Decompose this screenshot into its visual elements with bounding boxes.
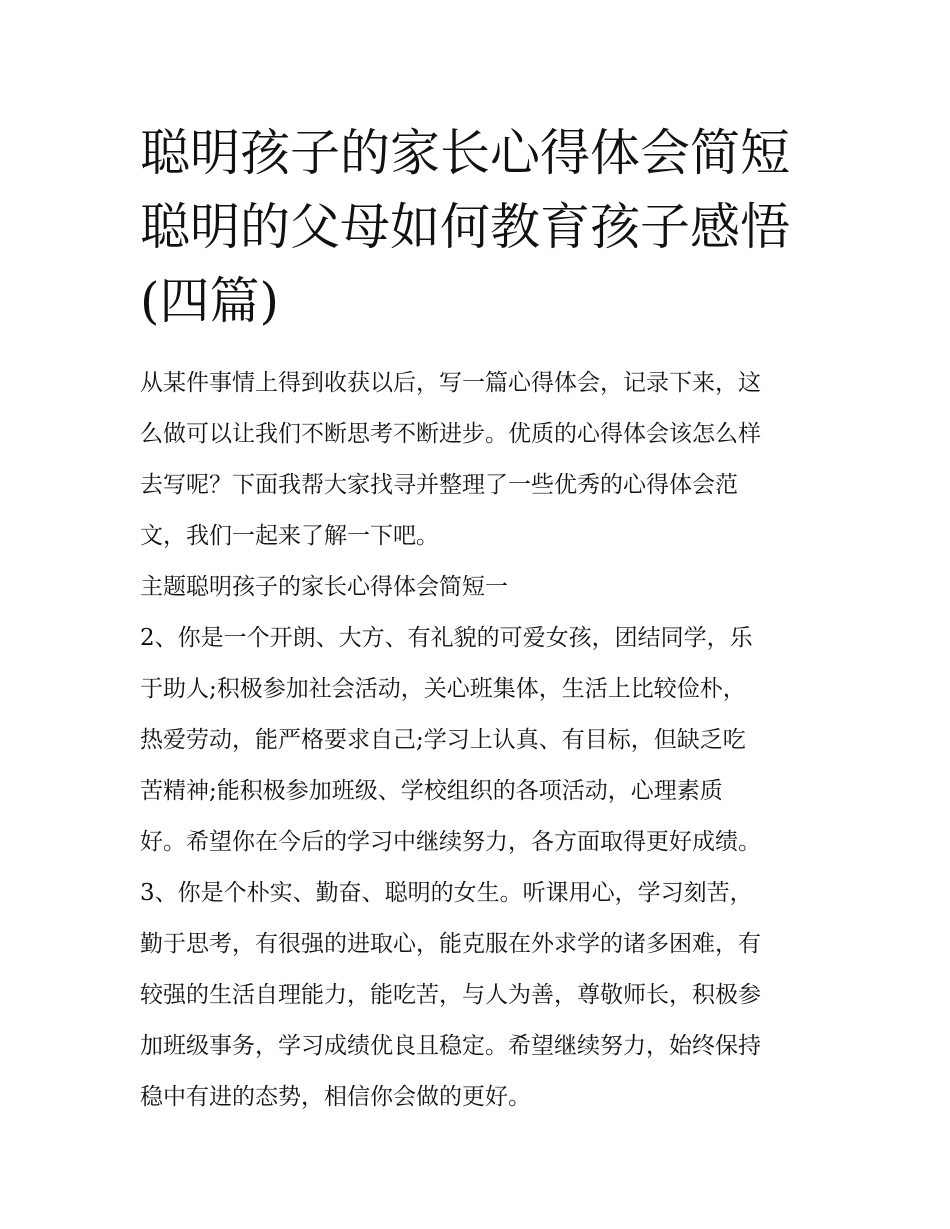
- body-line: 苦精神;能积极参加班级、学校组织的各项活动，心理素质: [140, 778, 723, 804]
- body-line: 稳中有进的态势，相信你会做的更好。: [140, 1084, 531, 1110]
- body-line: 从某件事情上得到收获以后，写一篇心得体会，记录下来，这: [140, 370, 761, 396]
- section-heading: 主题聪明孩子的家长心得体会简短一: [140, 574, 508, 600]
- title-line: 聪明孩子的家长心得体会简短: [140, 124, 790, 182]
- body-line: 于助人;积极参加社会活动，关心班集体，生活上比较俭朴，: [140, 676, 746, 702]
- body-line: 么做可以让我们不断思考不断进步。优质的心得体会该怎么样: [140, 421, 761, 447]
- body-line: 较强的生活自理能力，能吃苦，与人为善，尊敬师长，积极参: [140, 982, 761, 1008]
- document-body: [140, 358, 830, 1123]
- title-line: 聪明的父母如何教育孩子感悟: [140, 198, 790, 256]
- body-line: 勤于思考，有很强的进取心，能克服在外求学的诸多困难，有: [140, 931, 761, 957]
- body-line: 文，我们一起来了解一下吧。: [140, 523, 439, 549]
- body-line: 去写呢？下面我帮大家找寻并整理了一些优秀的心得体会范: [140, 472, 738, 498]
- body-line: 加班级事务，学习成绩优良且稳定。希望继续努力，始终保持: [140, 1033, 761, 1059]
- title-line: (四篇): [140, 272, 280, 330]
- body-line: 2、你是一个开朗、大方、有礼貌的可爱女孩，团结同学，乐: [140, 625, 753, 651]
- body-line: 好。希望你在今后的学习中继续努力，各方面取得更好成绩。: [140, 829, 761, 855]
- document-title: [140, 116, 840, 338]
- body-line: 热爱劳动，能严格要求自己;学习上认真、有目标，但缺乏吃: [140, 727, 746, 753]
- body-line: 3、你是个朴实、勤奋、聪明的女生。听课用心，学习刻苦，: [140, 880, 753, 906]
